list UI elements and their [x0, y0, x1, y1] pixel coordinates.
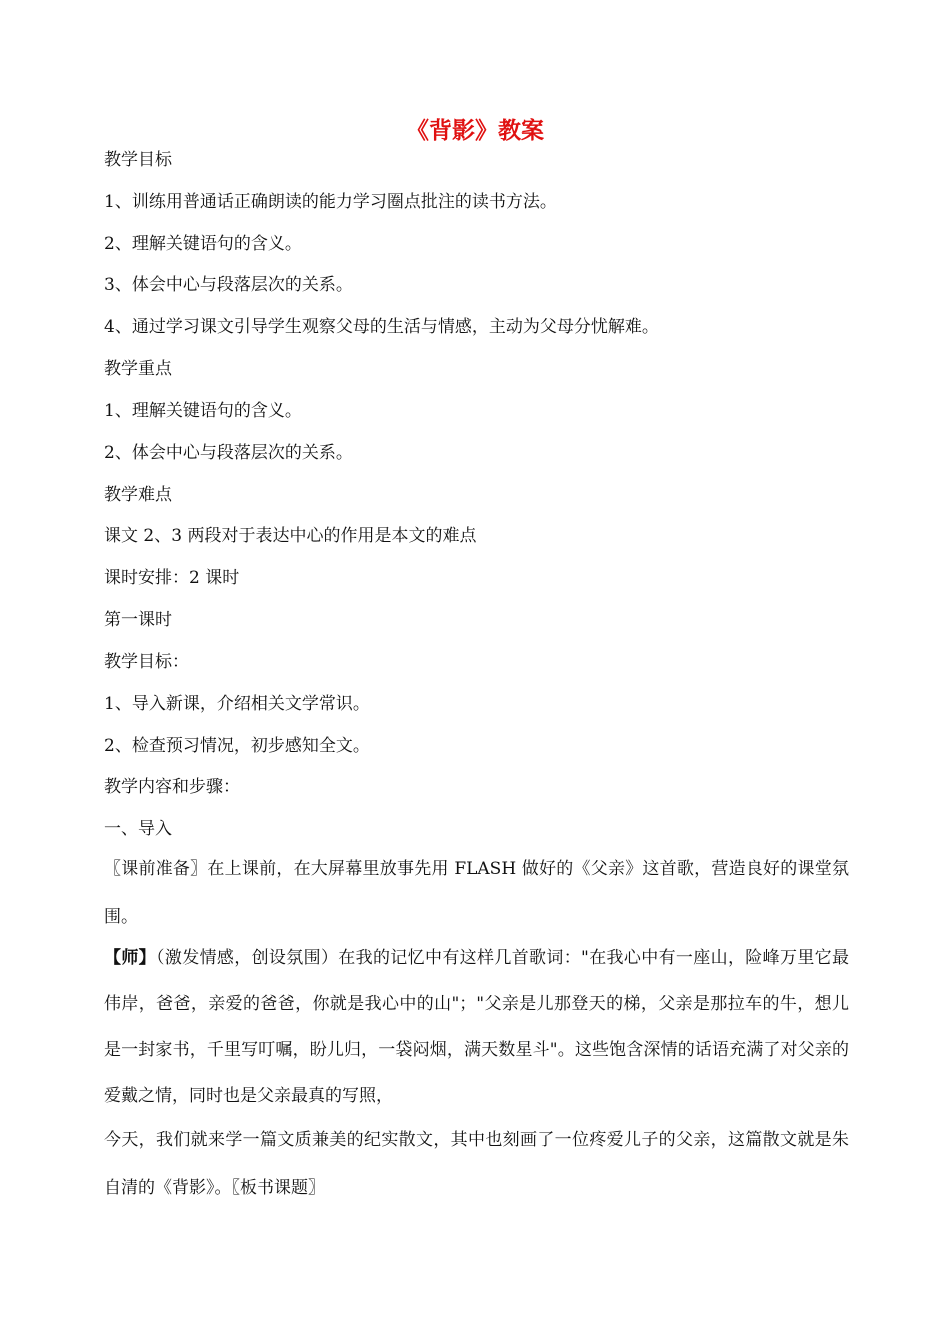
- section-intro-heading: 一、导入: [104, 819, 172, 839]
- goal-item-4: 4、通过学习课文引导学生观察父母的生活与情感，主动为父母分忧解难。: [104, 317, 659, 337]
- heading-teaching-goals: 教学目标: [104, 150, 172, 170]
- today-paragraph: 今天，我们就来学一篇文质兼美的纪实散文，其中也刻画了一位疼爱儿子的父亲，这篇散文就是朱自清的《背影》。〖板书课题〗: [104, 1130, 849, 1198]
- teacher-text: （激发情感，创设氛围）在我的记忆中有这样几首歌词："在我心中有一座山，险峰万里它最伟岸，爸爸，亲爱的爸爸，你就是我心中的山"；"父亲是儿那登天的梯，父亲是那拉车的牛，想儿是一封家书，千里写叮嘱，盼儿归，一袋闷烟，满天数星斗"。这些饱含深情的话语充满了对父亲的爱戴之情，同时也是父亲最真的写照，: [104, 948, 849, 1106]
- first-lesson-heading: 第一课时: [104, 610, 172, 630]
- document-title: 《背影》教案: [406, 117, 544, 144]
- lesson-goal-1: 1、导入新课，介绍相关文学常识。: [104, 694, 370, 714]
- lesson-goal-2: 2、检查预习情况，初步感知全文。: [104, 736, 370, 756]
- goal-item-1: 1、训练用普通话正确朗读的能力学习圈点批注的读书方法。: [104, 192, 557, 212]
- content-steps-heading: 教学内容和步骤：: [104, 777, 240, 797]
- difficulty-text: 课文 2、3 两段对于表达中心的作用是本文的难点: [104, 526, 477, 546]
- heading-key-points: 教学重点: [104, 359, 172, 379]
- class-hours: 课时安排：2 课时: [104, 568, 240, 588]
- teacher-paragraph: [104, 935, 849, 1119]
- teacher-label: 【师】: [104, 948, 157, 968]
- key-point-2: 2、体会中心与段落层次的关系。: [104, 443, 353, 463]
- goal-item-3: 3、体会中心与段落层次的关系。: [104, 275, 353, 295]
- prepare-paragraph: 〖课前准备〗在上课前，在大屏幕里放事先用 FLASH 做好的《父亲》这首歌，营造良好的课堂氛围。: [104, 859, 849, 927]
- lesson-goals-heading: 教学目标：: [104, 652, 189, 672]
- heading-difficulties: 教学难点: [104, 485, 172, 505]
- key-point-1: 1、理解关键语句的含义。: [104, 401, 302, 421]
- goal-item-2: 2、理解关键语句的含义。: [104, 234, 302, 254]
